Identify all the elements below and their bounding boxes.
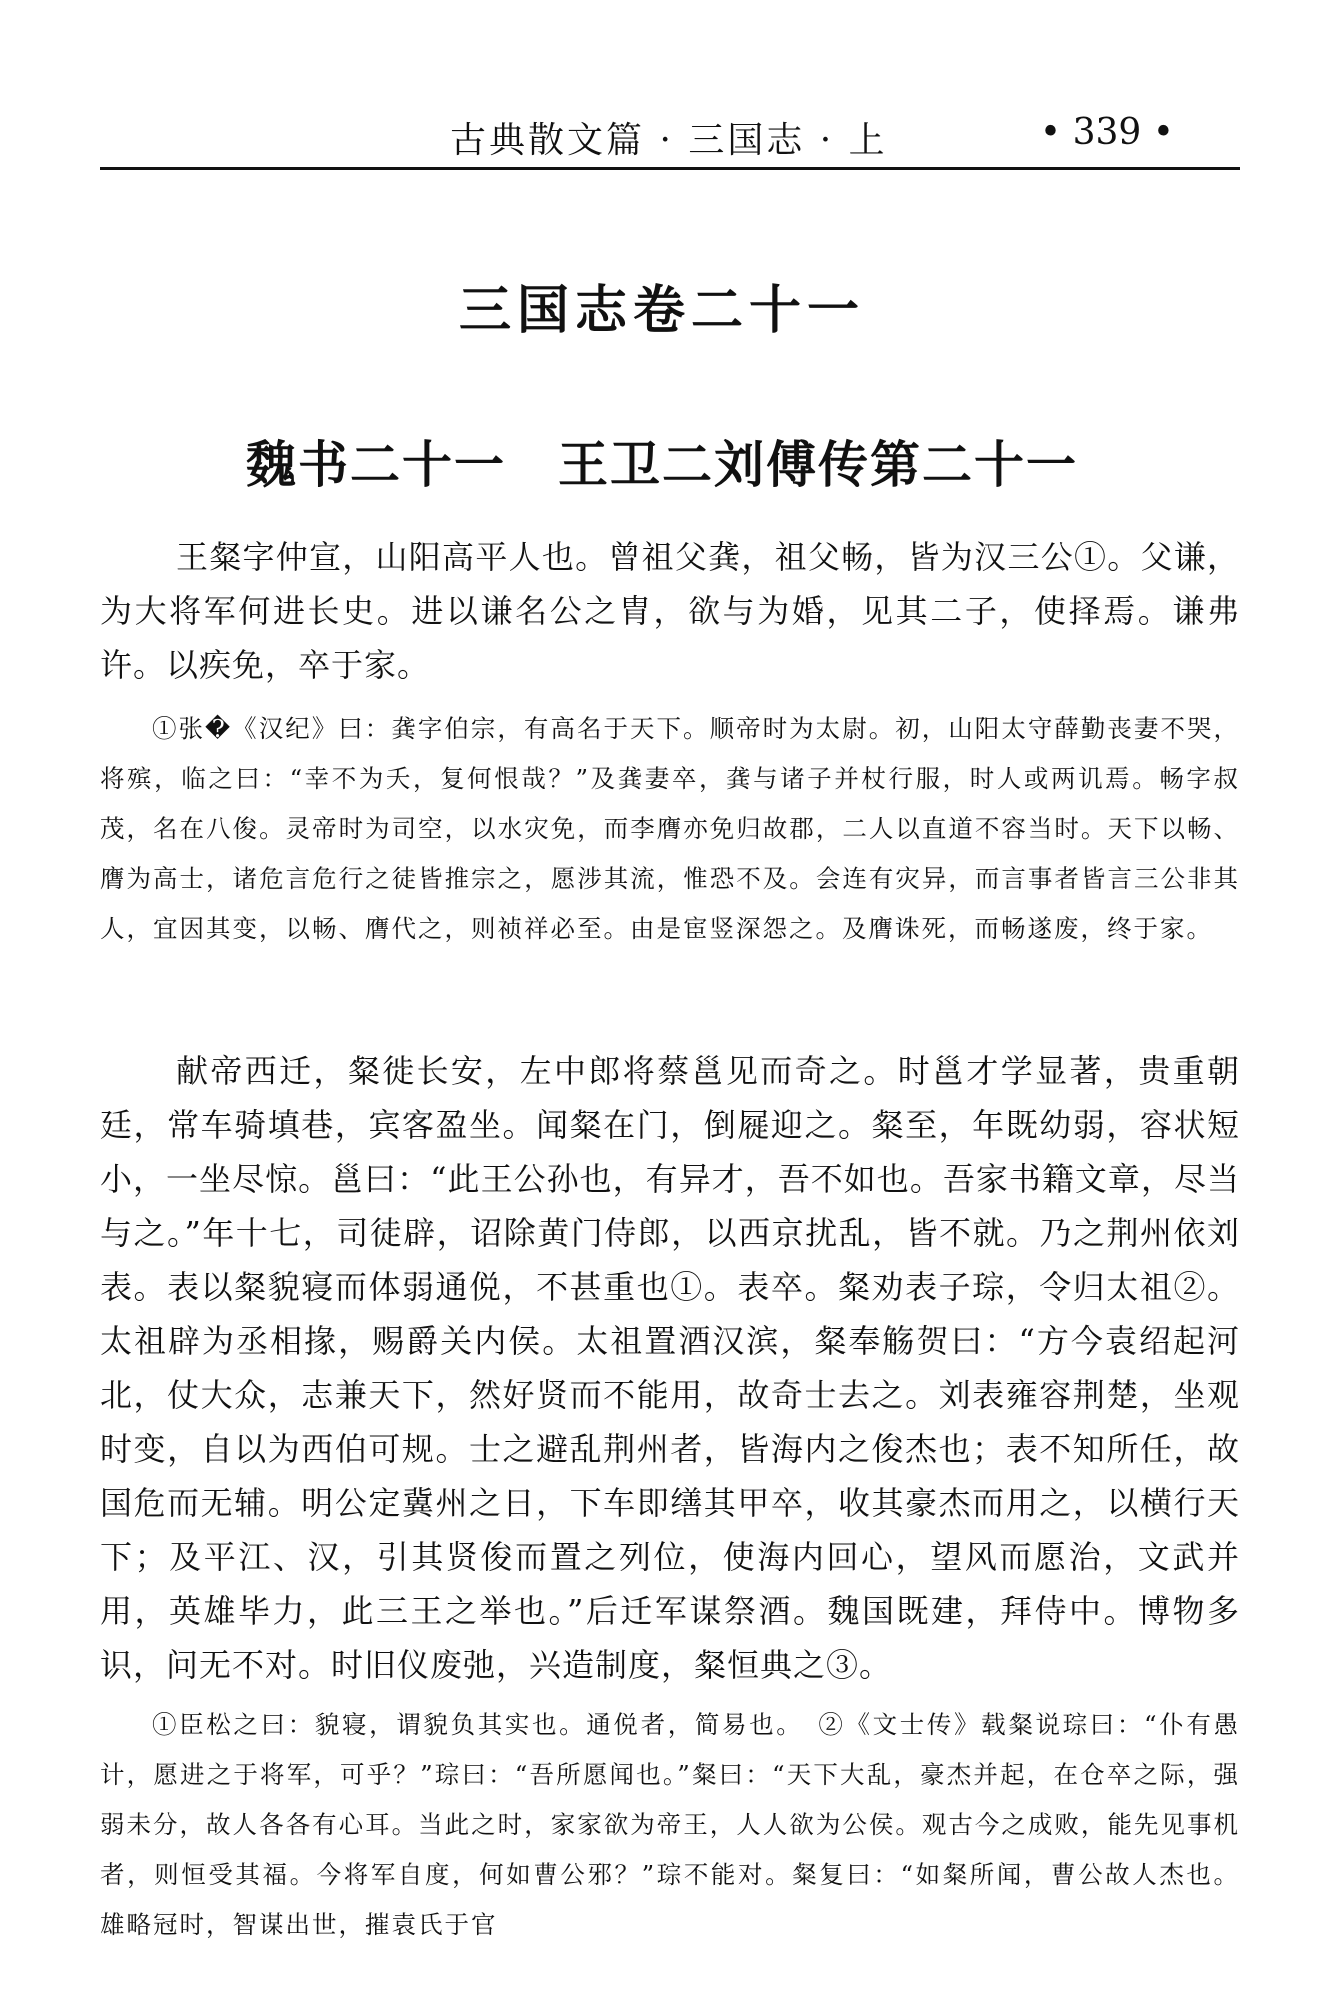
- page-number: • 339 •: [1039, 112, 1174, 153]
- running-header-title: 古典散文篇 · 三国志 · 上: [450, 120, 888, 161]
- header-rule: [100, 167, 1240, 170]
- section-2: [100, 1044, 1240, 1950]
- annotation-paragraph: ①张�《汉纪》曰：龚字伯宗，有高名于天下。顺帝时为太尉。初，山阳太守薛勤丧妻不哭，将殡，临之曰：“幸不为夭，复何恨哉？”及龚妻卒，龚与诸子并杖行服，时人或两讥焉。畅字叔茂，名在八俊。灵帝时为司空，以水灾免，而李膺亦免归故郡，二人以直道不容当时。天下以畅、膺为高士，诸危言危行之徒皆推宗之，愿涉其流，惟恐不及。会连有灾异，而言事者皆言三公非其人，宜因其变，以畅、膺代之，则祯祥必至。由是宦竖深怨之。及膺诛死，而畅遂废，终于家。: [100, 714, 1240, 943]
- main-paragraph: 献帝西迁，粲徙长安，左中郎将蔡邕见而奇之。时邕才学显著，贵重朝廷，常车骑填巷，宾客盈坐。闻粲在门，倒屣迎之。粲至，年既幼弱，容状短小，一坐尽惊。邕曰：“此王公孙也，有异才，吾不如也。吾家书籍文章，尽当与之。”年十七，司徒辟，诏除黄门侍郎，以西京扰乱，皆不就。乃之荆州依刘表。表以粲貌寝而体弱通侻，不甚重也①。表卒。粲劝表子琮，令归太祖②。太祖辟为丞相掾，赐爵关内侯。太祖置酒汉滨，粲奉觞贺曰：“方今袁绍起河北，仗大众，志兼天下，然好贤而不能用，故奇士去之。刘表雍容荆楚，坐观时变，自以为西伯可规。士之避乱荆州者，皆海内之俊杰也；表不知所任，故国危而无辅。明公定冀州之日，下车即缮其甲卒，收其豪杰而用之，以横行天下；及平江、汉，引其贤俊而置之列位，使海内回心，望风而愿治，文武并用，英雄毕力，此三王之举也。”后迁军谋祭酒。魏国既建，拜侍中。博物多识，问无不对。时旧仪废弛，兴造制度，粲恒典之③。: [100, 1052, 1240, 1684]
- volume-title: 三国志卷二十一: [458, 281, 865, 341]
- running-header: [100, 102, 1240, 170]
- chapter-title: 魏书二十一 王卫二刘傅传第二十一: [246, 436, 1078, 494]
- section-1: [100, 530, 1240, 954]
- main-paragraph: 王粲字仲宣，山阳高平人也。曾祖父龚，祖父畅，皆为汉三公①。父谦，为大将军何进长史。进以谦名公之胄，欲与为婚，见其二子，使择焉。谦弗许。以疾免，卒于家。: [100, 538, 1240, 684]
- annotation-paragraph: ①臣松之曰：貌寝，谓貌负其实也。通侻者，简易也。 ②《文士传》载粲说琮曰：“仆有愚计，愿进之于将军，可乎？”琮曰：“吾所愿闻也。”粲曰：“天下大乱，豪杰并起，在仓卒之际，强弱未分，故人各各有心耳。当此之时，家家欲为帝王，人人欲为公侯。观古今之成败，能先见事机者，则恒受其福。今将军自度，何如曹公邪？”琮不能对。粲复曰：“如粲所闻，曹公故人杰也。雄略冠时，智谋出世，摧袁氏于官: [100, 1710, 1240, 1939]
